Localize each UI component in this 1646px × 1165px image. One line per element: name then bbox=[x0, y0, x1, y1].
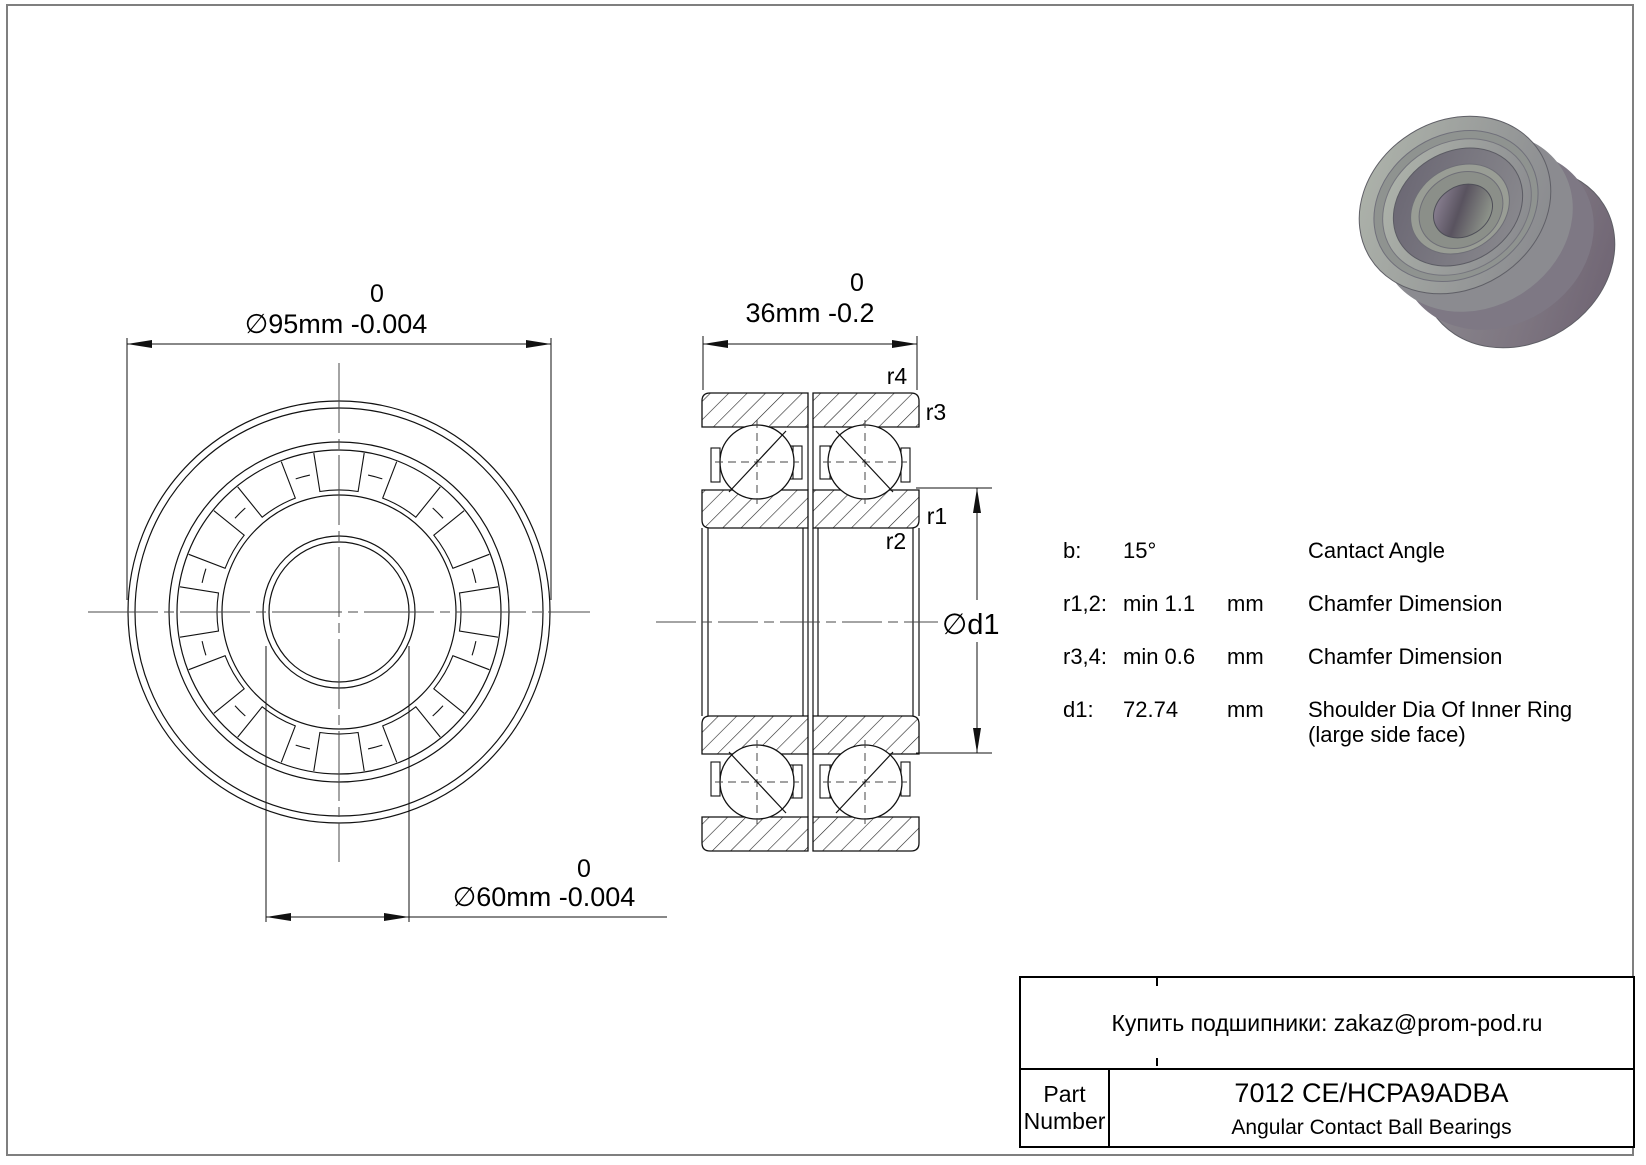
seller-contact-text: Купить подшипники: zakaz@prom-pod.ru bbox=[1111, 1009, 1543, 1036]
part-number-value: 7012 CE/HCPA9ADBA bbox=[1234, 1078, 1509, 1108]
bore-dim-tolerance-top: 0 bbox=[577, 855, 591, 883]
spec-row-contact-angle bbox=[1063, 538, 1638, 563]
spec-unit: mm bbox=[1227, 697, 1264, 722]
spec-row-chamfer-r34 bbox=[1063, 644, 1638, 669]
cage-pocket-shape bbox=[368, 745, 382, 749]
cage-pocket-shape bbox=[296, 745, 310, 749]
outer-ring-section-bottom-right bbox=[813, 817, 919, 851]
cage-pocket-shape bbox=[235, 706, 245, 716]
spec-description: Chamfer Dimension bbox=[1308, 591, 1503, 616]
cage-pocket-shape bbox=[296, 475, 310, 479]
cage-pocket-shape bbox=[202, 569, 206, 583]
chamfer-label-r3: r3 bbox=[925, 399, 947, 425]
width-dimension bbox=[703, 269, 917, 390]
cage-pocket-shape bbox=[433, 706, 443, 716]
spec-row-shoulder-dia bbox=[1063, 697, 1638, 747]
spec-value: 15° bbox=[1123, 538, 1157, 563]
outer-ring-section-bottom-left bbox=[702, 817, 808, 851]
outer-ring-section-top-left bbox=[702, 393, 808, 427]
cage-pocket-shape bbox=[472, 569, 476, 583]
width-dim-tolerance-top: 0 bbox=[850, 269, 864, 297]
spec-key: r1,2: bbox=[1063, 591, 1108, 616]
title-block bbox=[1019, 976, 1635, 1148]
part-number-row bbox=[1021, 1070, 1633, 1146]
spec-value: 72.74 bbox=[1123, 697, 1179, 722]
spec-key: b: bbox=[1063, 538, 1082, 563]
spec-key: d1: bbox=[1063, 697, 1094, 722]
d1-dim-label: ∅d1 bbox=[942, 609, 1000, 641]
title-block-tick-top bbox=[1156, 978, 1158, 986]
outer-dim-label: ∅95mm -0.004 bbox=[244, 309, 428, 339]
cage-pocket-shape bbox=[368, 475, 382, 479]
spec-value: min 1.1 bbox=[1123, 591, 1196, 616]
cage-pocket-shape bbox=[433, 508, 443, 518]
bearing-3d-image bbox=[1326, 81, 1646, 384]
chamfer-label-r4: r4 bbox=[886, 363, 908, 389]
part-number-cell bbox=[1110, 1070, 1633, 1146]
section-view bbox=[656, 269, 1014, 851]
bore-dim-label: ∅60mm -0.004 bbox=[452, 882, 636, 912]
width-dim-label: 36mm -0.2 bbox=[745, 298, 875, 328]
spec-row-chamfer-r12 bbox=[1063, 591, 1638, 616]
part-type-text: Angular Contact Ball Bearings bbox=[1231, 1116, 1512, 1139]
cage-pocket-shape bbox=[235, 508, 245, 518]
chamfer-label-r1: r1 bbox=[926, 503, 948, 529]
spec-value: min 0.6 bbox=[1123, 644, 1196, 669]
cage-pocket-shape bbox=[202, 641, 206, 655]
spec-unit: mm bbox=[1227, 591, 1264, 616]
outer-ring-section-top-right bbox=[813, 393, 919, 427]
part-number-label: Part Number bbox=[1021, 1070, 1110, 1146]
seller-contact-row bbox=[1021, 978, 1633, 1070]
outer-dim-tolerance-top: 0 bbox=[370, 280, 384, 308]
spec-description: Shoulder Dia Of Inner Ring (large side face) bbox=[1308, 697, 1573, 747]
spec-description: Chamfer Dimension bbox=[1308, 644, 1503, 669]
spec-key: r3,4: bbox=[1063, 644, 1108, 669]
cage-pocket-shape bbox=[472, 641, 476, 655]
spec-unit: mm bbox=[1227, 644, 1264, 669]
front-view-centerlines bbox=[88, 363, 590, 862]
spec-description: Cantact Angle bbox=[1308, 538, 1445, 563]
chamfer-label-r2: r2 bbox=[885, 528, 907, 554]
title-block-tick-mid bbox=[1156, 1058, 1158, 1066]
